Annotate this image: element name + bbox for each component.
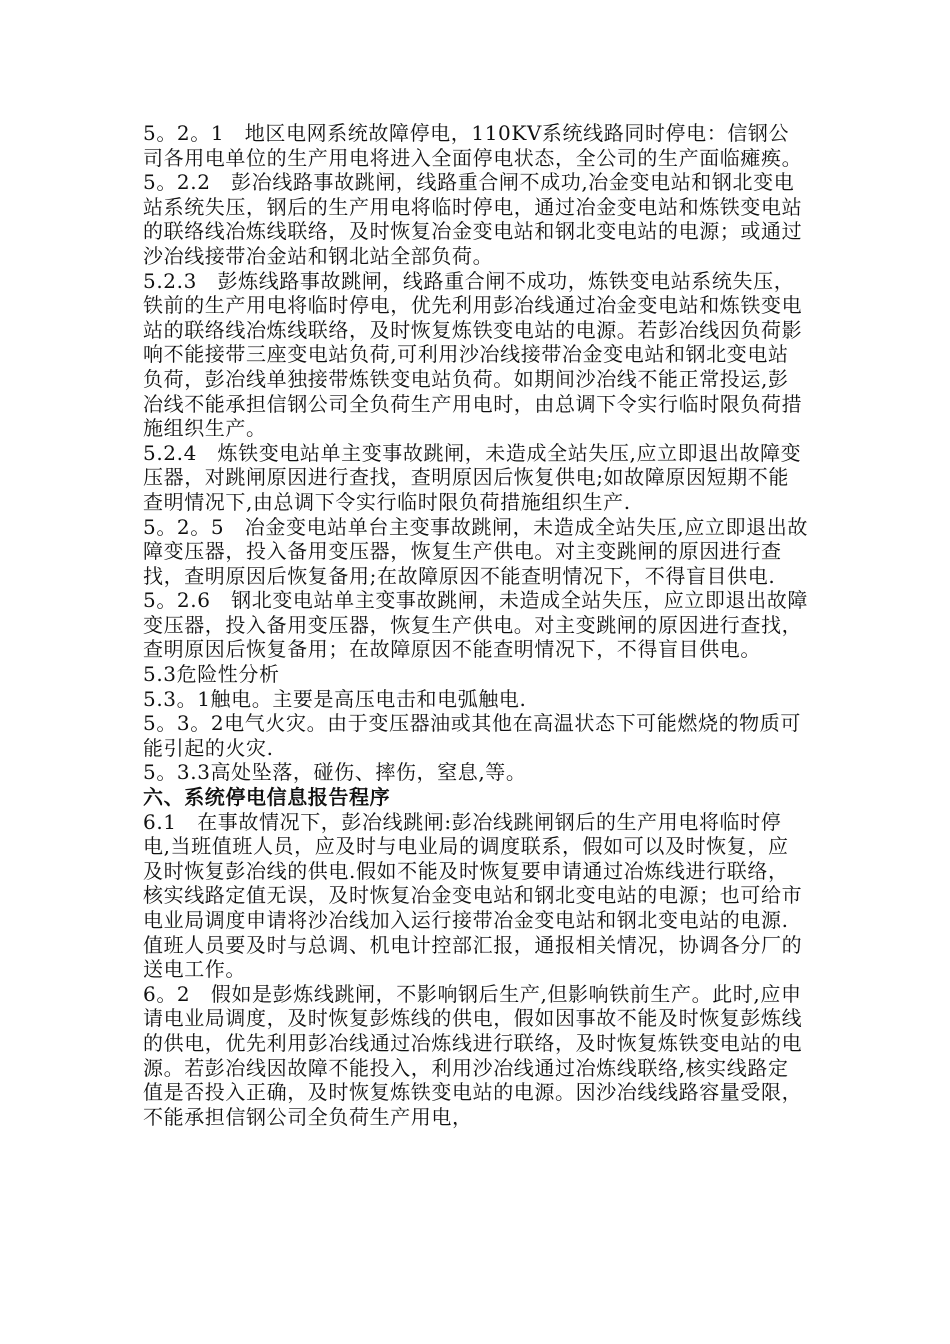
paragraph-5-3-1: 5.3。1触电。主要是高压电击和电弧触电. [143, 686, 527, 711]
paragraph-5-3-2: 5。3。2电气火灾。由于变压器油或其他在高温状态下可能燃烧的物质可能引起的火灾. [143, 711, 801, 760]
paragraph-5-2-1: 5。2。1 地区电网系统故障停电，110KV系统线路同时停电：信钢公司各用电单位的生产用电将进入全面停电状态，全公司的生产面临瘫痪。 [143, 121, 803, 170]
paragraph-5-2-4: 5.2.4 炼铁变电站单主变事故跳闸，未造成全站失压,应立即退出故障变压器，对跳闸原因进行查找，查明原因后恢复供电;如故障原因短期不能查明情况下,由总调下令实行临时限负荷措施组织生产. [143, 440, 802, 514]
document-page [143, 121, 808, 1129]
paragraph-6-2: 6。2 假如是彭炼线跳闸，不影响钢后生产,但影响铁前生产。此时,应申请电业局调度，及时恢复彭炼线的供电，假如因事故不能及时恢复彭炼线的供电，优先利用彭冶线通过冶炼线进行联络，及时恢复炼铁变电站的电源。若彭冶线因故障不能投入，利用沙冶线通过冶炼线联络,核实线路定值是否投入正确，及时恢复炼铁变电站的电源。因沙冶线线路容量受限，不能承担信钢公司全负荷生产用电， [143, 981, 803, 1129]
paragraph-5-2-2: 5。2.2 彭冶线路事故跳闸，线路重合闸不成功,冶金变电站和钢北变电站系统失压，钢后的生产用电将临时停电，通过冶金变电站和炼铁变电站的联络线冶炼线联络，及时恢复冶金变电站和钢北变电站的电源；或通过沙冶线接带冶金站和钢北站全部负荷。 [143, 170, 803, 268]
paragraph-6-1: 6.1 在事故情况下，彭冶线跳闸:彭冶线跳闸钢后的生产用电将临时停电,当班值班人员，应及时与电业局的调度联系，假如可以及时恢复，应及时恢复彭冶线的供电.假如不能及时恢复要申请通过冶炼线进行联络，核实线路定值无误，及时恢复冶金变电站和钢北变电站的电源；也可给市电业局调度申请将沙冶线加入运行接带冶金变电站和钢北变电站的电源.值班人员要及时与总调、机电计控部汇报，通报相关情况，协调各分厂的送电工作。 [143, 809, 803, 982]
paragraph-5-2-3: 5.2.3 彭炼线路事故跳闸，线路重合闸不成功，炼铁变电站系统失压，铁前的生产用电将临时停电，优先利用彭冶线通过冶金变电站和炼铁变电站的联络线冶炼线联络，及时恢复炼铁变电站的电源。若彭冶线因负荷影响不能接带三座变电站负荷,可利用沙冶线接带冶金变电站和钢北变电站负荷，彭冶线单独接带炼铁变电站负荷。如期间沙冶线不能正常投运,彭冶线不能承担信钢公司全负荷生产用电时，由总调下令实行临时限负荷措施组织生产。 [143, 268, 803, 441]
paragraph-5-2-6: 5。2.6 钢北变电站单主变事故跳闸，未造成全站失压，应立即退出故障变压器，投入备用变压器，恢复生产供电。对主变跳闸的原因进行查找，查明原因后恢复备用；在故障原因不能查明情况下，不得盲目供电。 [143, 588, 808, 662]
paragraph-5-3-3: 5。3.3高处坠落，碰伤、摔伤，窒息,等。 [143, 760, 527, 785]
subheading-5-3: 5.3危险性分析 [143, 662, 280, 687]
section-heading: 六、系统停电信息报告程序 [143, 785, 391, 810]
paragraph-5-2-5: 5。2。5 冶金变电站单台主变事故跳闸，未造成全站失压,应立即退出故障变压器，投入备用变压器，恢复生产供电。对主变跳闸的原因进行查找，查明原因后恢复备用;在故障原因不能查明情况下，不得盲目供电. [143, 514, 808, 588]
